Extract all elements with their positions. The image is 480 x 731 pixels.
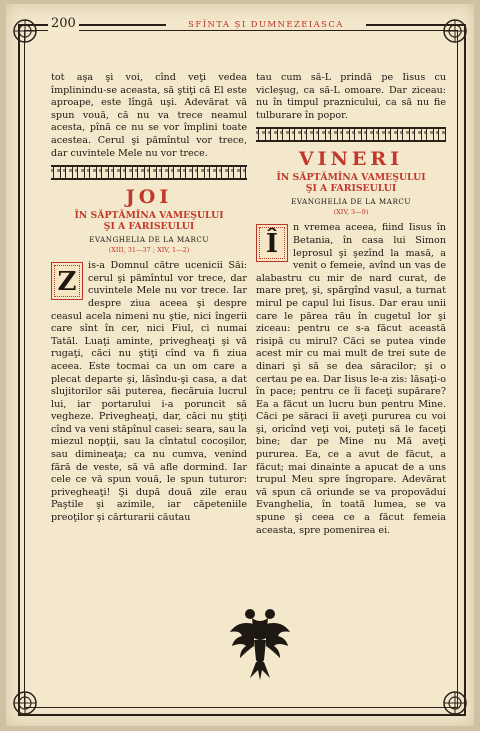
- page-number: 200: [48, 16, 79, 31]
- evangelist-heading: EVANGHELIA DE LA MARCU: [89, 235, 209, 245]
- section-subtitle-line1: ÎN SĂPTĂMÎNA VAMEŞULUI: [74, 210, 224, 222]
- ornamental-band: [51, 165, 247, 180]
- right-body-text: n vremea aceea, fiind Iisus în Betania, în casa lui Simon leprosul şi şezînd la masă, a venit o femeie, avînd un vas de alabastru cu mir de nard curat, de mare preţ, şi, spărgînd vasul, a turnat mirul pe capul lui Iisus. Dar erau unii care le părea rău în cugetul lor şi ziceau: pentru ce s-a făcut această risipă cu mirul? Căci se putea vinde acest mir cu mai mult de trei sute de dinari şi să se dea săracilor; şi o certau pe ea. Dar Iisus le-a zis: lăsaţi-o în pace; pentru ce îi faceţi supărare? Ea a făcut un lucru bun pentru Mine. Căci pe săraci îi aveţi pururea cu voi şi, oricînd veţi voi, puteţi să le faceţi bine; dar pe Mine nu Mă aveţi pururea. Ea, ce a avut de făcut, a făcut; mai dinainte a apucat de a uns trupul Meu spre îngropare. Adevărat vă spun că oriunde se va propovădui Evanghelia, în toată lumea, se va spune şi ceea ce a făcut femeia aceasta, spre pomenirea ei.: [256, 222, 446, 536]
- evangelist-heading: EVANGHELIA DE LA MARCU: [291, 197, 411, 207]
- running-title: SFÎNTA ȘI DUMNEZEIASCA: [166, 20, 366, 30]
- left-column: [51, 72, 247, 525]
- section-subtitle-line1: ÎN SĂPTĂMÎNA VAMEŞULUI: [276, 172, 426, 184]
- drop-cap-letter: Î: [265, 229, 279, 260]
- section-title-vineri: VINERI: [298, 148, 404, 171]
- corner-ornament-icon: [10, 16, 40, 46]
- section-subtitle-line2: ŞI A FARISEULUI: [305, 183, 397, 195]
- scripture-reference: (XIV, 3—9): [333, 208, 369, 217]
- scripture-reference: (XIII, 31—37 ; XIV, 1—2): [108, 246, 190, 255]
- left-intro-text: tot aşa şi voi, cînd veţi vedea împlinindu-se aceasta, să ştiţi că El este aproape, este lîngă uşi. Adevărat vă spun vouă, că nu va trece neamul acesta, pînă ce nu se vor împlini toate acestea. Cerul şi pămîntul vor trece, dar cuvintele Mele nu vor trece.: [51, 72, 247, 159]
- section-title-joi: JOI: [125, 186, 173, 209]
- drop-cap-letter: Z: [57, 267, 77, 298]
- section-subtitle-line2: ŞI A FARISEULUI: [103, 221, 195, 233]
- book-page: [6, 4, 474, 726]
- corner-ornament-icon: [10, 688, 40, 718]
- double-headed-eagle-icon: [228, 602, 292, 682]
- right-intro-text: tau cum să-L prindă pe Iisus cu vicleşug, ca să-L omoare. Dar ziceau: nu în timpul praznicului, ca să nu fie tulburare în popor.: [256, 72, 446, 121]
- drop-cap: [256, 224, 288, 262]
- corner-ornament-icon: [440, 688, 470, 718]
- left-body-text: is-a Domnul către ucenicii Săi: cerul şi pămîntul vor trece, dar cuvintele Mele nu vor trece. Iar despre ziua aceea şi despre ceasul acela nimeni nu ştie, nici îngerii care sînt în cer, nici Fiul, ci numai Tatăl. Luaţi aminte, privegheaţi şi vă rugaţi, căci nu ştiţi cînd va fi ziua aceea. Este tocmai ca un om care a plecat departe şi, lăsîndu-şi casa, a dat slujitorilor săi puterea, fiecăruia lucrul lui, iar portarului i-a poruncit să vegheze. Privegheaţi, dar, căci nu ştiţi cînd va veni stăpînul casei: seara, sau la miezul nopţii, sau la cîntatul cocoşilor, sau dimineaţa; ca nu cumva, venind fără de veste, să vă afle dormind. Iar cele ce vă spun vouă, le spun tuturor: privegheaţi! Şi după două zile erau Paştile şi azimile, iar căpeteniile preoţilor şi cărturarii căutau: [51, 260, 248, 524]
- corner-ornament-icon: [440, 16, 470, 46]
- drop-cap: [51, 262, 83, 300]
- ornamental-band: [256, 127, 446, 142]
- right-column: [256, 72, 446, 537]
